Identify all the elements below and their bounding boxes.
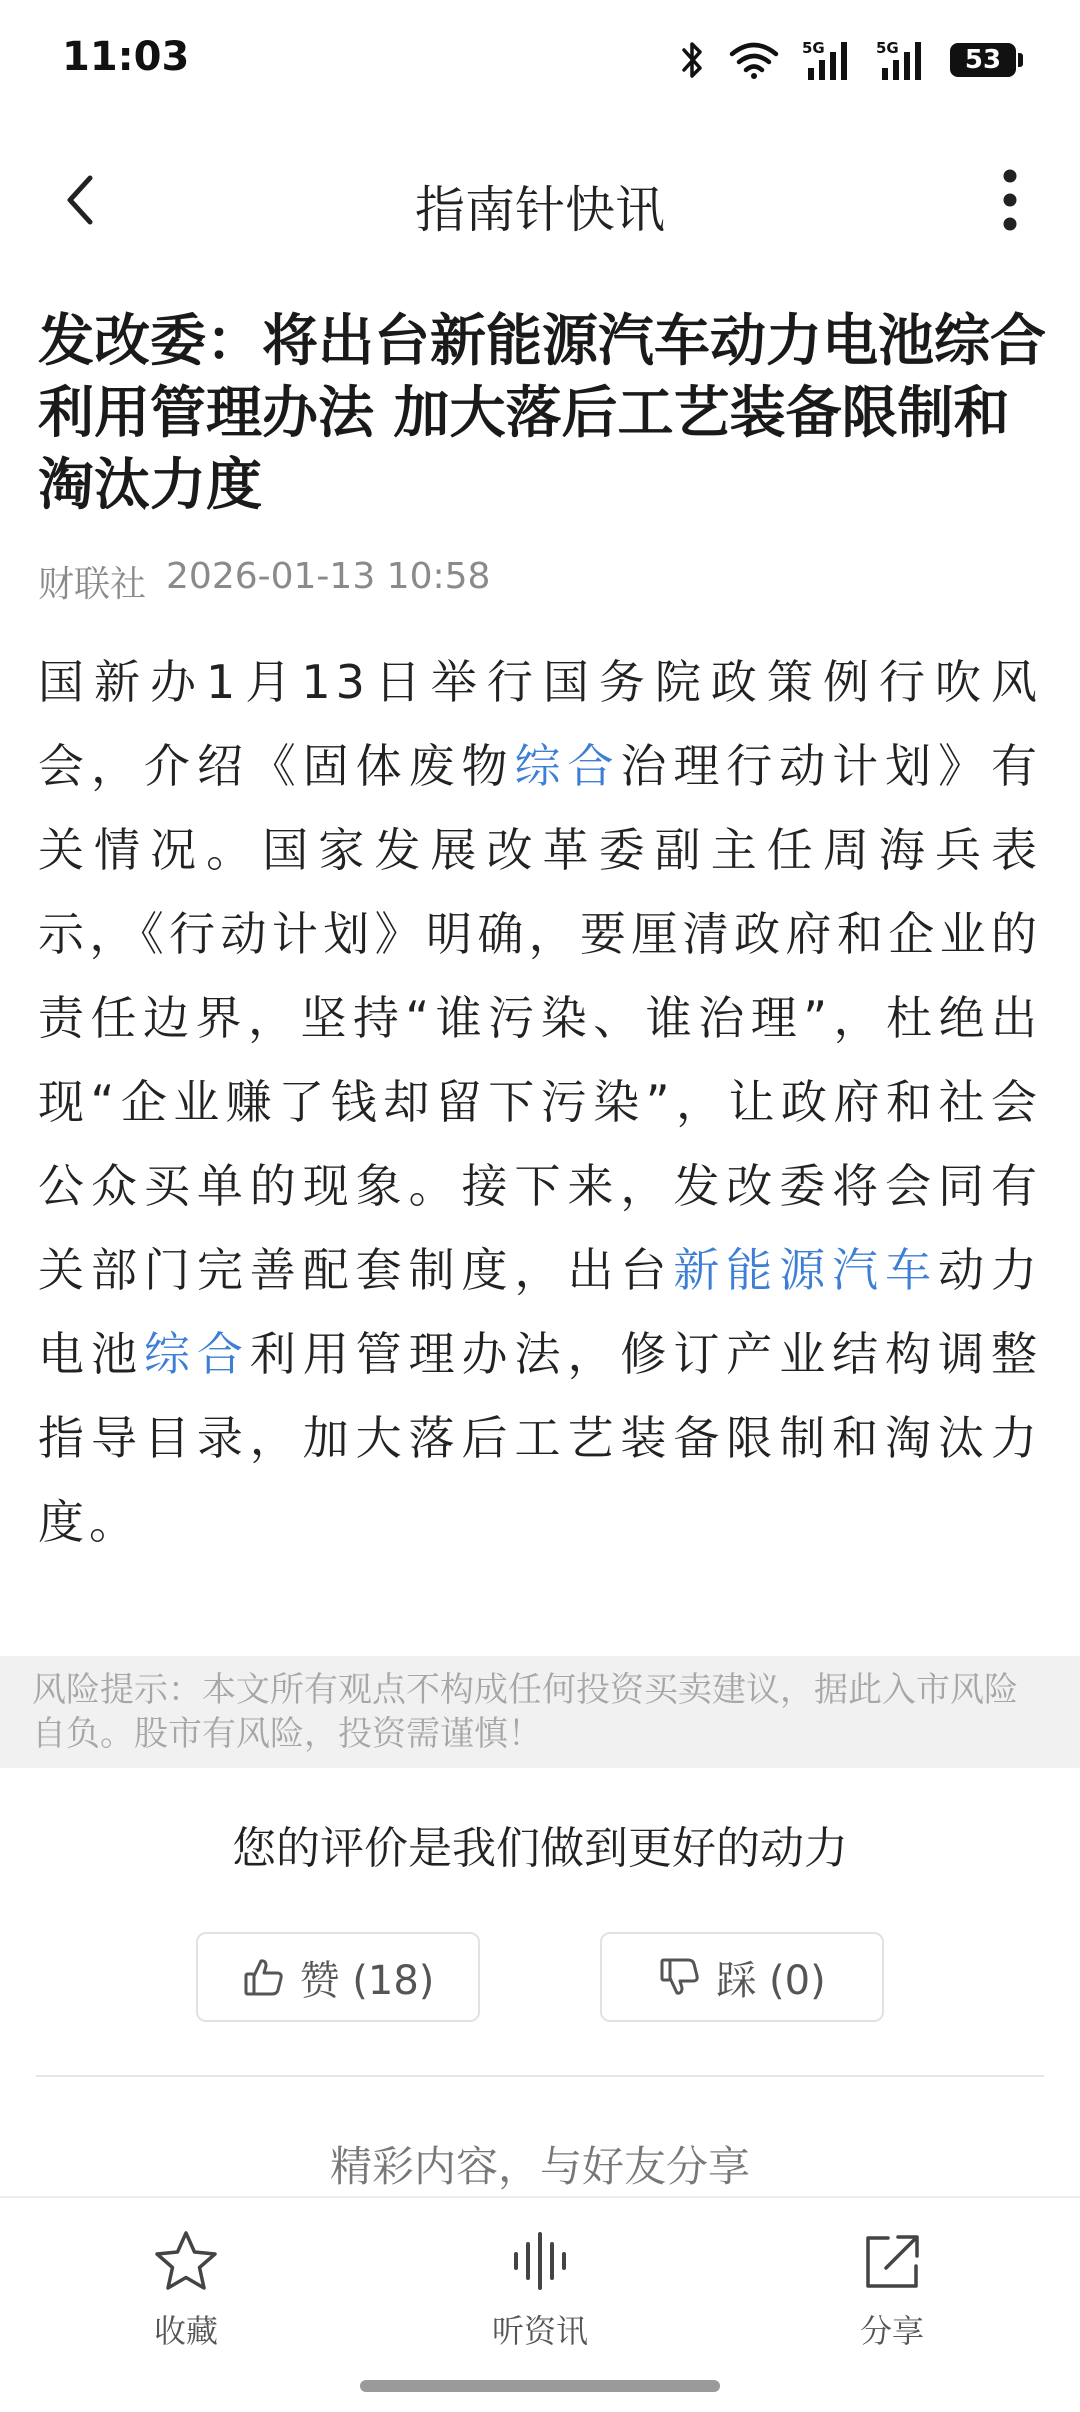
like-label: 赞 (18) bbox=[299, 1957, 435, 2004]
wifi-icon bbox=[728, 40, 780, 80]
body-text-3: 动力电池 bbox=[38, 1243, 1043, 1381]
body-text-1: 国新办1月13日举行国务院政策例行吹风会，介绍《固体废物 bbox=[38, 655, 1042, 793]
bluetooth-icon bbox=[680, 40, 706, 80]
signal-5g-icon bbox=[802, 38, 854, 82]
listen-label: 听资讯 bbox=[491, 2312, 588, 2350]
more-vertical-icon bbox=[972, 162, 1048, 238]
thumbs-down-icon bbox=[658, 1955, 702, 1999]
audio-wave-icon bbox=[506, 2228, 574, 2294]
more-button[interactable] bbox=[972, 162, 1048, 238]
feedback-prompt: 您的评价是我们做到更好的动力 bbox=[232, 1823, 848, 1874]
home-indicator[interactable] bbox=[360, 2380, 720, 2392]
keyword-link-zonghe-2[interactable]: 综合 bbox=[143, 1327, 250, 1381]
like-button[interactable] bbox=[196, 1932, 480, 2022]
signal-5g-icon-2 bbox=[876, 38, 928, 82]
battery-level: 53 bbox=[964, 45, 1002, 75]
listen-button[interactable] bbox=[420, 2228, 660, 2378]
favorite-label: 收藏 bbox=[153, 2312, 218, 2350]
favorite-button[interactable] bbox=[66, 2228, 306, 2378]
status-bar bbox=[0, 0, 1080, 124]
net2-label: 5G bbox=[876, 39, 899, 57]
keyword-link-nev[interactable]: 新能源汽车 bbox=[673, 1243, 939, 1297]
status-time: 11:03 bbox=[62, 34, 190, 80]
divider bbox=[36, 2075, 1044, 2077]
thumbs-up-icon bbox=[242, 1955, 286, 1999]
article-body bbox=[38, 640, 1042, 1564]
body-text-4: 利用管理办法，修订产业结构调整指导目录，加大落后工艺装备限制和淘汰力度。 bbox=[38, 1327, 1043, 1549]
article-meta bbox=[38, 556, 490, 607]
article-source: 财联社 bbox=[38, 564, 147, 605]
page-title: 指南针快讯 bbox=[415, 181, 665, 239]
battery-icon bbox=[950, 43, 1016, 77]
keyword-link-zonghe[interactable]: 综合 bbox=[514, 739, 621, 793]
share-prompt: 精彩内容，与好友分享 bbox=[329, 2142, 750, 2191]
share-external-icon bbox=[858, 2228, 926, 2294]
share-label: 分享 bbox=[859, 2312, 924, 2350]
dislike-button[interactable] bbox=[600, 1932, 884, 2022]
dislike-label: 踩 (0) bbox=[716, 1957, 826, 2004]
status-icons bbox=[680, 38, 1016, 82]
article-title: 发改委：将出台新能源汽车动力电池综合利用管理办法 加大落后工艺装备限制和淘汰力度 bbox=[38, 309, 1046, 518]
star-icon bbox=[152, 2228, 220, 2294]
share-button[interactable] bbox=[772, 2228, 1012, 2378]
risk-notice: 风险提示：本文所有观点不构成任何投资买卖建议，据此入市风险自负。股市有风险，投资需谨慎！ bbox=[0, 1656, 1080, 1768]
net1-label: 5G bbox=[802, 39, 825, 57]
article-datetime: 2026-01-13 10:58 bbox=[166, 556, 491, 597]
body-text-2: 治理行动计划》有关情况。国家发展改革委副主任周海兵表示，《行动计划》明确，要厘清政府和企业的责任边界，坚持“谁污染、谁治理”，杜绝出现“企业赚了钱却留下污染”，让政府和社会公众买单的现象。接下来，发改委将会同有关部门完善配套制度，出台 bbox=[38, 739, 1043, 1297]
nav-bar bbox=[0, 130, 1080, 270]
